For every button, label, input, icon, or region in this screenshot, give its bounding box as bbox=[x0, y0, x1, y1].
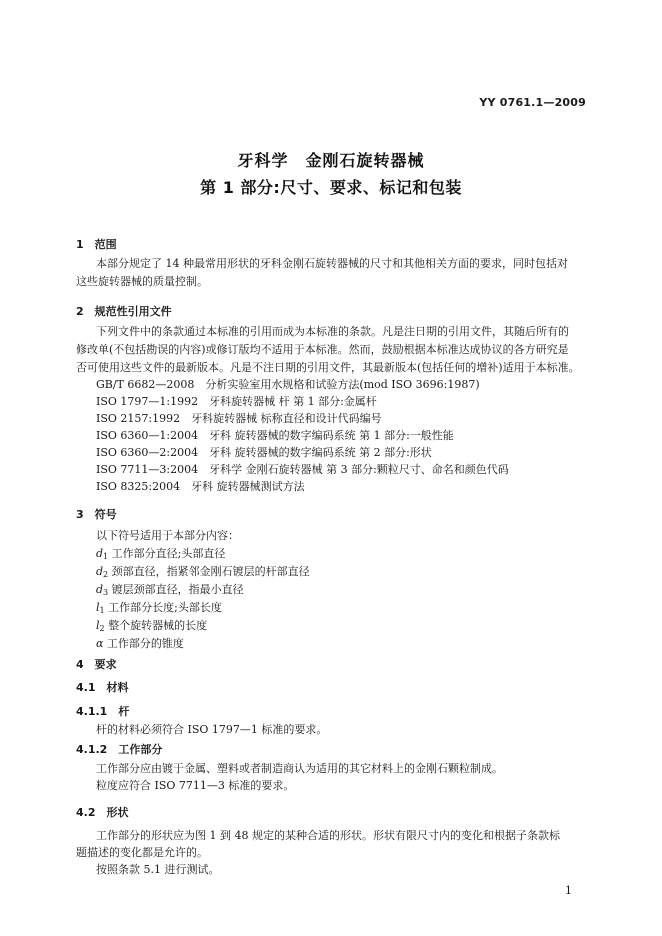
section-1-paragraph-line2: 这些旋转器械的质量控制。 bbox=[76, 275, 208, 288]
section-4-1-1-text: 杆的材料必须符合 ISO 1797—1 标准的要求。 bbox=[96, 723, 328, 736]
symbol-subscript: 2 bbox=[103, 570, 109, 579]
symbol: d bbox=[96, 583, 104, 596]
reference-item: GB/T 6682—2008 分析实验室用水规格和试验方法(mod ISO 3696:1987) bbox=[96, 378, 480, 391]
symbol-subscript: 2 bbox=[99, 624, 105, 633]
section-4-1-2-heading: 4.1.2 工作部分 bbox=[76, 743, 163, 756]
reference-item: ISO 1797—1:1992 牙科旋转器械 杆 第 1 部分:金属杆 bbox=[96, 395, 377, 408]
document-title: 牙科学 金刚石旋转器械 bbox=[237, 151, 425, 170]
section-2-paragraph-line3: 否可使用这些文件的最新版本。凡是不注日期的引用文件，其最新版本(包括任何的增补)适用于本标准。 bbox=[76, 361, 580, 374]
section-4-heading: 4 要求 bbox=[76, 658, 117, 671]
section-4-1-1-heading: 4.1.1 杆 bbox=[76, 705, 130, 718]
symbol-description: 颈部直径，指紧邻金刚石镀层的杆部直径 bbox=[108, 565, 310, 578]
symbol-description: 工作部分长度;头部长度 bbox=[104, 601, 222, 614]
reference-item: ISO 6360—1:2004 牙科 旋转器械的数字编码系统 第 1 部分:一般性能 bbox=[96, 429, 454, 442]
reference-item: ISO 7711—3:2004 牙科学 金刚石旋转器械 第 3 部分:颗粒尺寸、命名和颜色代码 bbox=[96, 463, 509, 476]
symbol-description: 整个旋转器械的长度 bbox=[104, 619, 208, 632]
reference-item: ISO 2157:1992 牙科旋转器械 标称直径和设计代码编号 bbox=[96, 412, 382, 425]
section-1-paragraph-line1: 本部分规定了 14 种最常用形状的牙科金刚石旋转器械的尺寸和其他相关方面的要求，同时包括对 bbox=[96, 257, 568, 270]
section-1-heading: 1 范围 bbox=[76, 238, 117, 251]
symbol-definition bbox=[96, 617, 207, 637]
symbol-description: 工作部分直径;头部直径 bbox=[108, 547, 226, 560]
section-3-intro: 以下符号适用于本部分内容： bbox=[96, 529, 239, 542]
section-4-2-paragraph-line1: 工作部分的形状应为图 1 到 48 规定的某种合适的形状。形状有限尺寸内的变化和根据子条款标 bbox=[96, 829, 560, 842]
section-2-heading: 2 规范性引用文件 bbox=[76, 305, 172, 318]
symbol-definition bbox=[96, 599, 222, 619]
symbol-definition bbox=[96, 635, 184, 655]
section-2-paragraph-line2: 修改单(不包括勘误的内容)或修订版均不适用于本标准。然而，鼓励根据本标准达成协议的各方研究是 bbox=[76, 343, 569, 356]
symbol-subscript: 1 bbox=[99, 606, 105, 615]
standard-number: YY 0761.1—2009 bbox=[479, 96, 586, 109]
symbol-subscript: 1 bbox=[103, 552, 109, 561]
symbol-description: 镀层颈部直径，指最小直径 bbox=[108, 583, 244, 596]
reference-item: ISO 8325:2004 牙科 旋转器械测试方法 bbox=[96, 480, 305, 493]
symbol-description: 工作部分的锥度 bbox=[103, 637, 184, 650]
symbol: l bbox=[96, 619, 100, 632]
document-subtitle: 第 1 部分:尺寸、要求、标记和包装 bbox=[200, 178, 462, 197]
symbol-definition bbox=[96, 581, 244, 601]
symbol-definition bbox=[96, 563, 310, 583]
section-4-1-2-text-line1: 工作部分应由镀于金属、塑料或者制造商认为适用的其它材料上的金刚石颗粒制成。 bbox=[96, 762, 503, 775]
section-4-2-paragraph-line3: 按照条款 5.1 进行测试。 bbox=[96, 863, 220, 876]
symbol-definition bbox=[96, 545, 225, 565]
symbol: d bbox=[96, 565, 104, 578]
symbol-subscript: 3 bbox=[103, 588, 109, 597]
reference-item: ISO 6360—2:2004 牙科 旋转器械的数字编码系统 第 2 部分:形状 bbox=[96, 446, 432, 459]
symbol: l bbox=[96, 601, 100, 614]
symbol: α bbox=[96, 637, 104, 650]
section-4-1-2-text-line2: 粒度应符合 ISO 7711—3 标准的要求。 bbox=[96, 779, 295, 792]
page-number: 1 bbox=[565, 884, 572, 897]
section-4-2-paragraph-line2: 题描述的变化都是允许的。 bbox=[76, 846, 208, 859]
section-3-heading: 3 符号 bbox=[76, 508, 117, 521]
section-4-1-heading: 4.1 材料 bbox=[76, 681, 129, 694]
section-4-2-heading: 4.2 形状 bbox=[76, 806, 129, 819]
symbol: d bbox=[96, 547, 104, 560]
section-2-paragraph-line1: 下列文件中的条款通过本标准的引用而成为本标准的条款。凡是注日期的引用文件，其随后所有的 bbox=[96, 325, 569, 338]
